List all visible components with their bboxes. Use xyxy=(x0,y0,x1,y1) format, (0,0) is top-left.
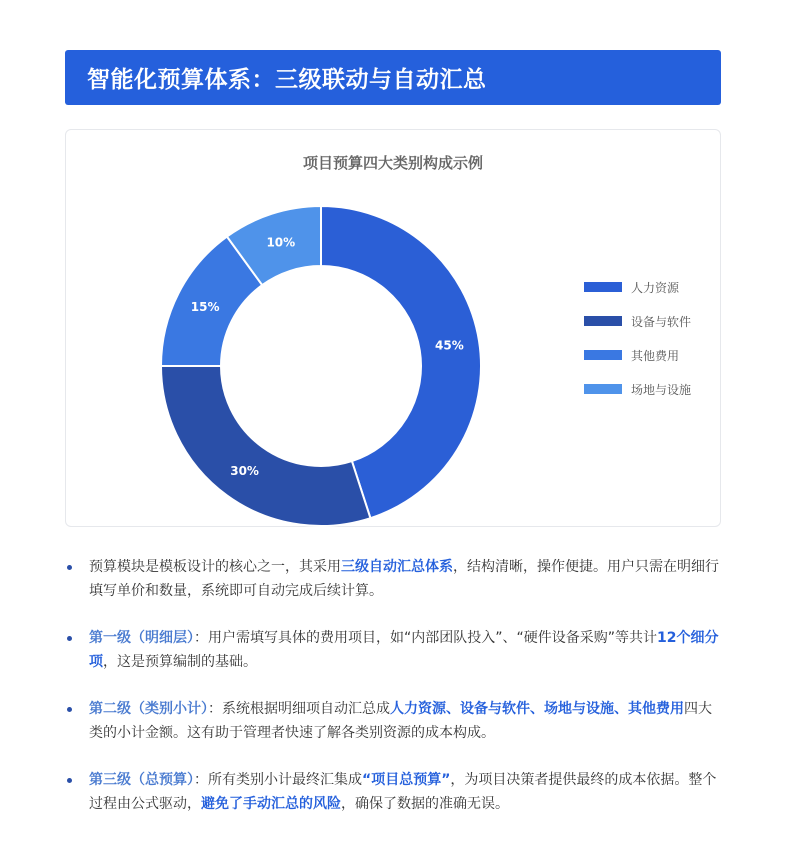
note-term: 第二级（类别小计） xyxy=(89,701,208,717)
note-text: ，为项目决策者提供最终的成本依据。整个过程由公式驱动， xyxy=(89,772,717,812)
legend-swatch xyxy=(584,384,622,394)
data-label: 15% xyxy=(190,299,220,314)
page-title: 智能化预算体系：三级联动与自动汇总 xyxy=(87,67,487,93)
legend-swatch xyxy=(584,316,622,326)
note-highlight: 三级自动汇总体系 xyxy=(341,559,453,575)
chart-card xyxy=(65,129,721,527)
note-text: ，结构清晰，操作便捷。用户只需在明细行填写单价和数量，系统即可自动完成后续计算。 xyxy=(89,559,719,599)
data-label: 45% xyxy=(435,338,464,353)
data-label: 30% xyxy=(230,464,259,479)
note-level-2 xyxy=(65,697,725,745)
slice-equipment xyxy=(161,366,370,526)
legend-item-hr xyxy=(584,270,691,304)
note-intro xyxy=(65,555,725,603)
note-text: 四大类的小计金额。这有助于管理者快速了解各类别资源的成本构成。 xyxy=(89,701,712,741)
note-text: ，这是预算编制的基础。 xyxy=(103,654,257,670)
notes-list xyxy=(65,555,725,839)
note-text: 预算模块是模板设计的核心之一，其采用 xyxy=(89,559,341,575)
bullet-dot xyxy=(67,636,72,641)
legend-label: 设备与软件 xyxy=(631,314,692,329)
bullet-dot xyxy=(67,565,72,570)
bullet-dot xyxy=(67,778,72,783)
chart-title: 项目预算四大类别构成示例 xyxy=(302,154,483,172)
note-text: ，确保了数据的准确无误。 xyxy=(341,796,509,812)
note-term: 第三级（总预算） xyxy=(89,772,194,788)
data-label: 10% xyxy=(266,235,296,250)
note-text: ：所有类别小计最终汇集成 xyxy=(194,772,362,788)
note-level-3 xyxy=(65,768,725,816)
legend-label: 人力资源 xyxy=(631,280,680,295)
legend-swatch xyxy=(584,282,622,292)
legend-item-venue xyxy=(584,372,691,406)
note-term: 第一级（明细层） xyxy=(89,630,194,646)
note-highlight: “项目总预算” xyxy=(362,772,451,788)
note-highlight: 避免了手动汇总的风险 xyxy=(201,796,341,812)
note-text: ：系统根据明细项自动汇总成 xyxy=(208,701,390,717)
legend-item-equipment xyxy=(584,304,691,338)
note-highlight: 12个细分项 xyxy=(89,630,719,670)
page-header xyxy=(65,50,721,105)
legend-item-other xyxy=(584,338,691,372)
note-highlight: 人力资源、设备与软件、场地与设施、其他费用 xyxy=(390,701,684,717)
bullet-dot xyxy=(67,707,72,712)
note-level-1 xyxy=(65,626,725,674)
chart-legend xyxy=(584,270,691,406)
legend-swatch xyxy=(584,350,622,360)
legend-label: 其他费用 xyxy=(631,348,680,363)
note-text: ：用户需填写具体的费用项目，如“内部团队投入”、“硬件设备采购”等共计 xyxy=(194,630,658,646)
legend-label: 场地与设施 xyxy=(631,382,692,397)
